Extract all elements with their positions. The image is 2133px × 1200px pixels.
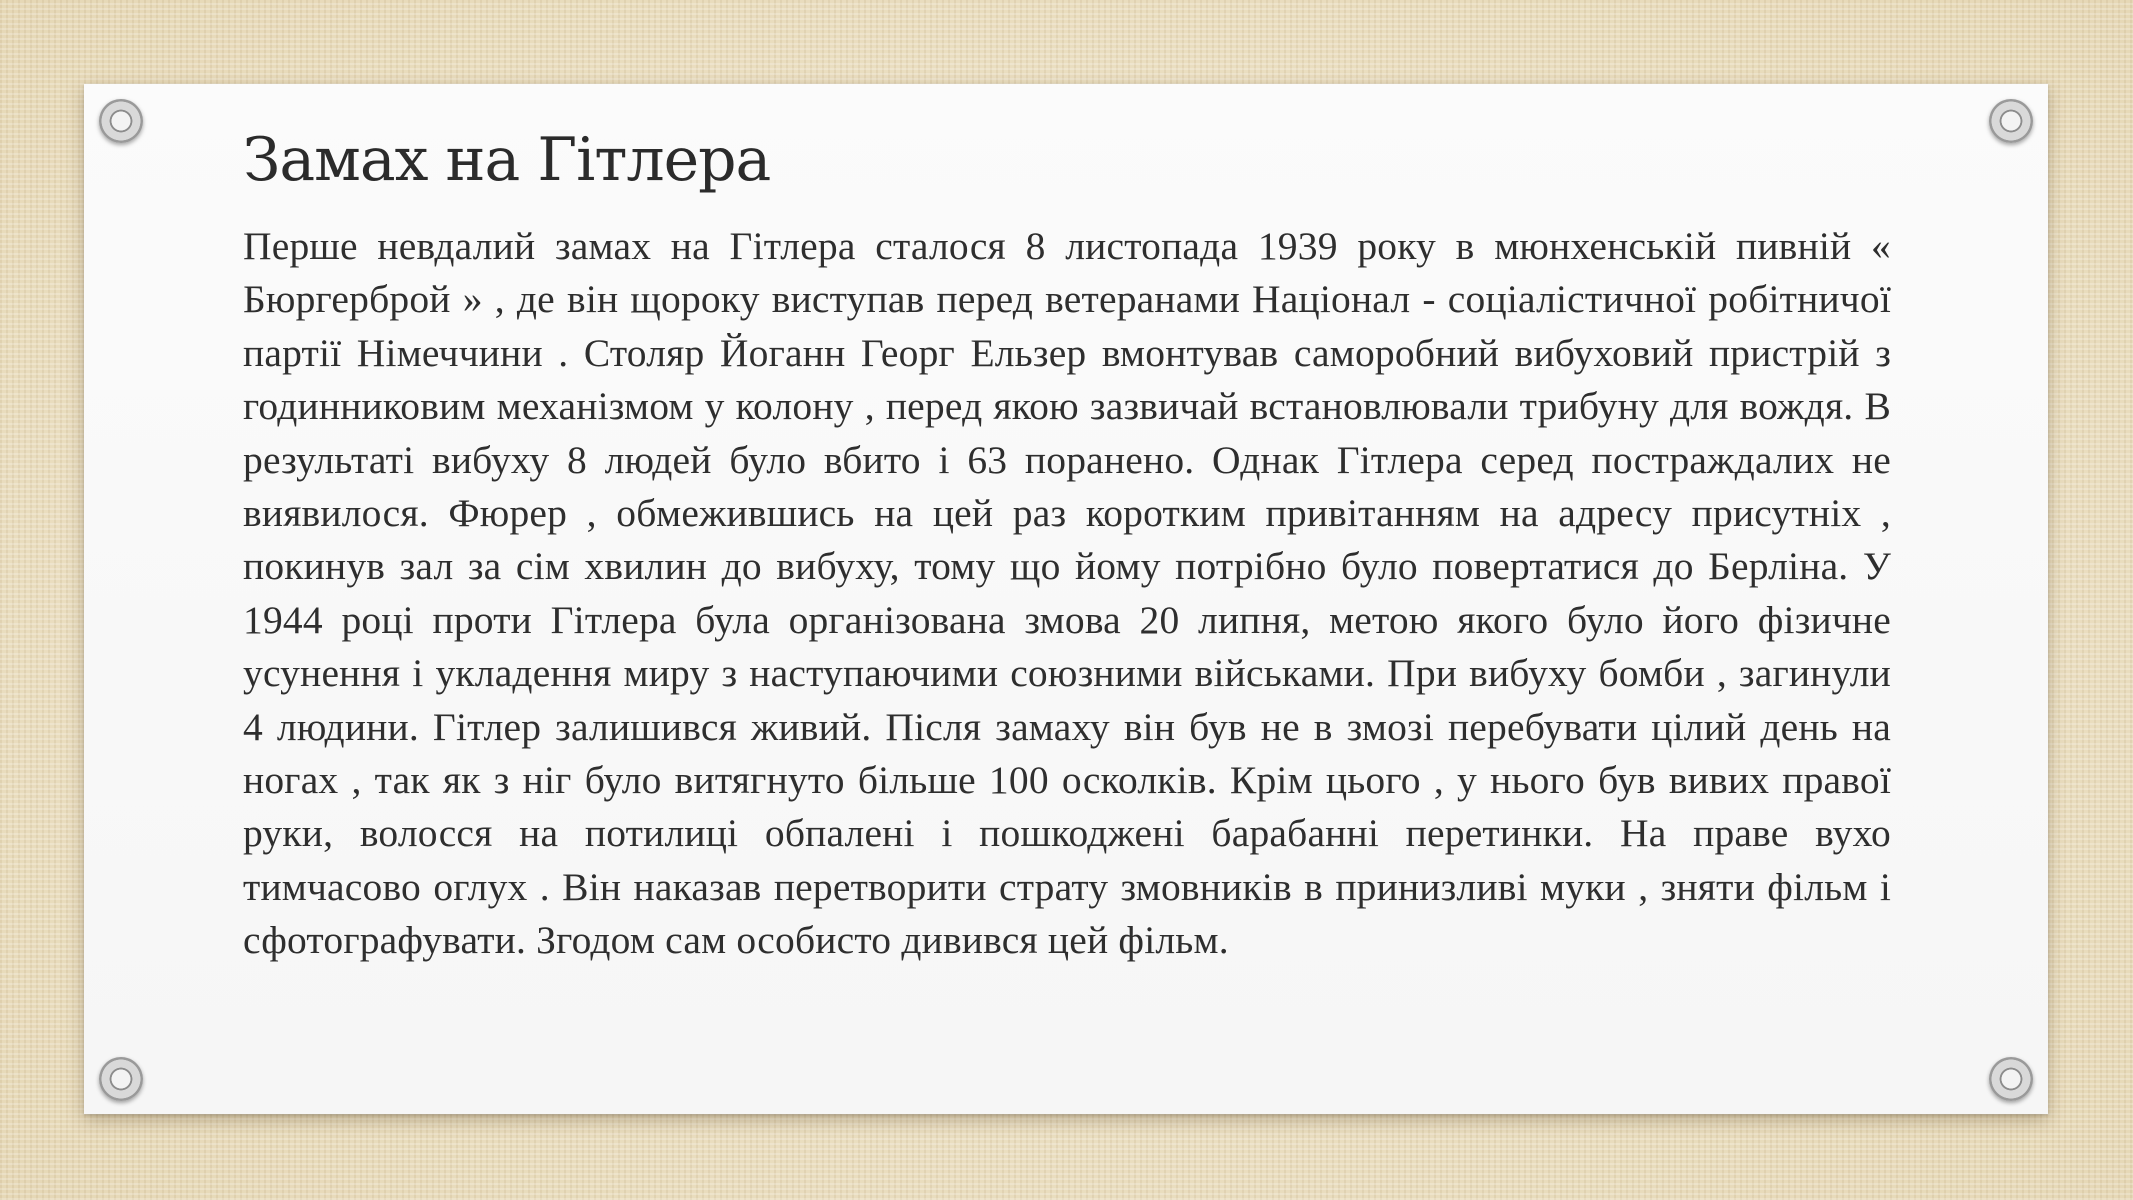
slide-title: Замах на Гітлера — [243, 125, 771, 195]
grommet-icon — [99, 1057, 143, 1101]
slide-body-text: Перше невдалий замах на Гітлера сталося 8 листопада 1939 року в мюнхенській пивній « Бюргерброй » , де він щороку виступав перед ветеранами Націонал - соціалістичної робітничої партії Німеччини . Столяр Йоганн Георг Ельзер вмонтував саморобний вибуховий пристрій з годинниковим механізмом у колону , перед якою зазвичай встановлювали трибуну для вождя. В результаті вибуху 8 людей було вбито і 63 поранено. Однак Гітлера серед постраждалих не виявилося. Фюрер , обмежившись на цей раз коротким привітанням на адресу присутніх , покинув зал за сім хвилин до вибуху, тому що йому потрібно було повертатися до Берліна. У 1944 році проти Гітлера була організована змова 20 липня, метою якого було його фізичне усунення і укладення миру з наступаючими союзними військами. При вибуху бомби , загинули 4 людини. Гітлер залишився живий. Після замаху він був не в змозі перебувати цілий день на ногах , так як з ніг було витягнуто більше 100 осколків. Крім цього , у нього був вивих правої руки, волосся на потилиці обпалені і пошкоджені барабанні перетинки. На праве вухо тимчасово оглух . Він наказав перетворити страту змовників в принизливі муки , зняти фільм і сфотографувати. Згодом сам особисто дивився цей фільм. — [243, 224, 1891, 963]
grommet-icon — [1989, 1057, 2033, 1101]
grommet-icon — [1989, 99, 2033, 143]
grommet-icon — [99, 99, 143, 143]
